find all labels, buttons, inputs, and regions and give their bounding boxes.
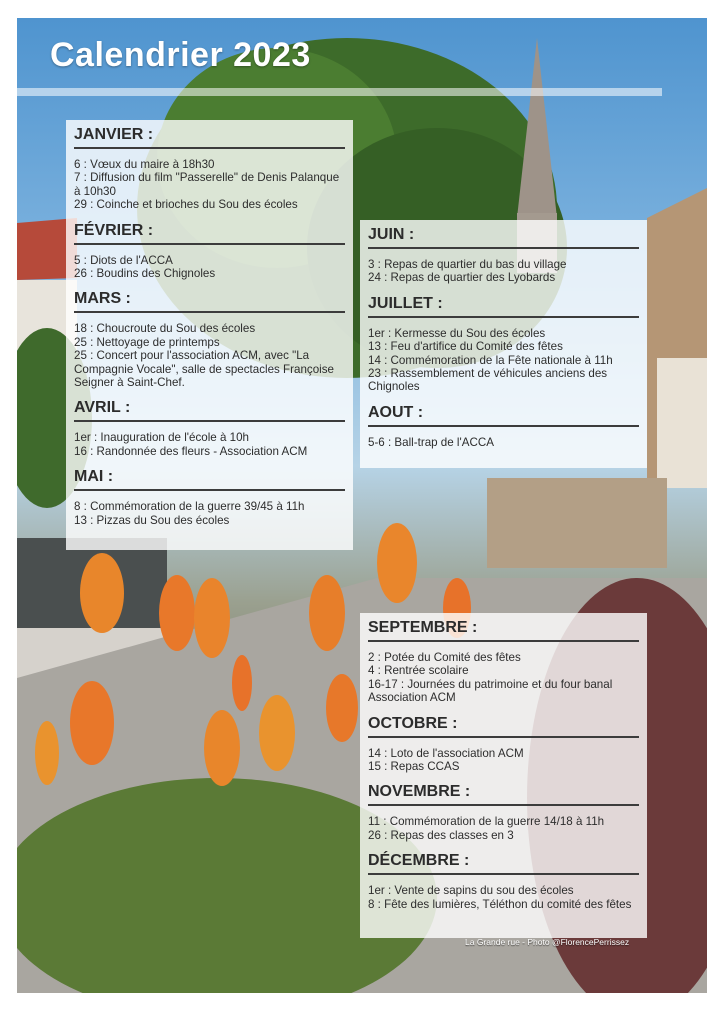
month-title: JUILLET : (368, 289, 639, 318)
month-decembre (360, 846, 647, 915)
event-item: 14 : Commémoration de la Fête nationale à 11h (368, 353, 613, 367)
event-item: 13 : Pizzas du Sou des écoles (74, 513, 230, 527)
panel-juin-aout (360, 220, 647, 468)
month-title: JANVIER : (74, 120, 345, 149)
month-octobre (360, 709, 647, 778)
month-title: OCTOBRE : (368, 709, 639, 738)
month-title: SEPTEMBRE : (368, 613, 639, 642)
month-avril (66, 393, 353, 462)
month-mars (66, 284, 353, 393)
page-title: Calendrier 2023 (50, 36, 311, 74)
event-item: 25 : Nettoyage de printemps (74, 335, 220, 349)
event-item: 8 : Commémoration de la guerre 39/45 à 11h (74, 500, 305, 514)
event-item: 18 : Choucroute du Sou des écoles (74, 322, 256, 336)
month-title: DÉCEMBRE : (368, 846, 639, 875)
month-fevrier (66, 216, 353, 285)
month-novembre (360, 777, 647, 846)
event-item: 13 : Feu d'artifice du Comité des fêtes (368, 340, 563, 354)
month-janvier (66, 120, 353, 216)
title-underline-bar (17, 88, 662, 96)
month-mai (66, 462, 353, 531)
month-title: JUIN : (368, 220, 639, 249)
event-item: 26 : Boudins des Chignoles (74, 267, 216, 281)
month-title: NOVEMBRE : (368, 777, 639, 806)
event-item: 16 : Randonnée des fleurs - Association ACM (74, 444, 308, 458)
event-item: 7 : Diffusion du film "Passerelle" de Denis Palanque à 10h30 (74, 171, 340, 198)
event-item: 14 : Loto de l'association ACM (368, 746, 524, 760)
month-title: AOUT : (368, 398, 639, 427)
event-item: 5-6 : Ball-trap de l'ACCA (368, 435, 494, 449)
month-title: AVRIL : (74, 393, 345, 422)
event-item: 4 : Rentrée scolaire (368, 664, 469, 678)
event-item: 1er : Kermesse du Sou des écoles (368, 326, 546, 340)
event-item: 2 : Potée du Comité des fêtes (368, 651, 521, 664)
event-item: 23 : Rassemblement de véhicules anciens des Chignoles (368, 367, 608, 394)
photo-caption: La Grande rue - Photo @FlorencePerrissez (465, 937, 630, 947)
event-item: 3 : Repas de quartier du bas du village (368, 258, 567, 271)
event-item: 15 : Repas CCAS (368, 760, 460, 774)
panel-janvier-mai (66, 120, 353, 550)
event-item: 26 : Repas des classes en 3 (368, 828, 514, 842)
event-item: 29 : Coinche et brioches du Sou des écoles (74, 198, 298, 212)
event-item: 24 : Repas de quartier des Lyobards (368, 271, 556, 285)
event-item: 1er : Vente de sapins du sou des écoles (368, 884, 574, 898)
month-septembre (360, 613, 647, 709)
month-title: FÉVRIER : (74, 216, 345, 245)
panel-septembre-decembre (360, 613, 647, 938)
event-item: 6 : Vœux du maire à 18h30 (74, 158, 215, 171)
month-title: MAI : (74, 462, 345, 491)
month-juillet (360, 289, 647, 398)
event-item: 11 : Commémoration de la guerre 14/18 à 11h (368, 815, 605, 829)
event-item: 5 : Diots de l'ACCA (74, 253, 173, 267)
event-item: 8 : Fête des lumières, Téléthon du comité des fêtes (368, 897, 632, 911)
event-item: 25 : Concert pour l'association ACM, avec "La Compagnie Vocale", salle de spectacles Françoise Seigner à Saint-Chef. (74, 349, 334, 390)
event-item: 16-17 : Journées du patrimoine et du four banal Association ACM (368, 677, 613, 705)
event-item: 1er : Inauguration de l'école à 10h (74, 431, 249, 445)
month-aout (360, 398, 647, 453)
month-title: MARS : (74, 284, 345, 313)
month-juin (360, 220, 647, 289)
